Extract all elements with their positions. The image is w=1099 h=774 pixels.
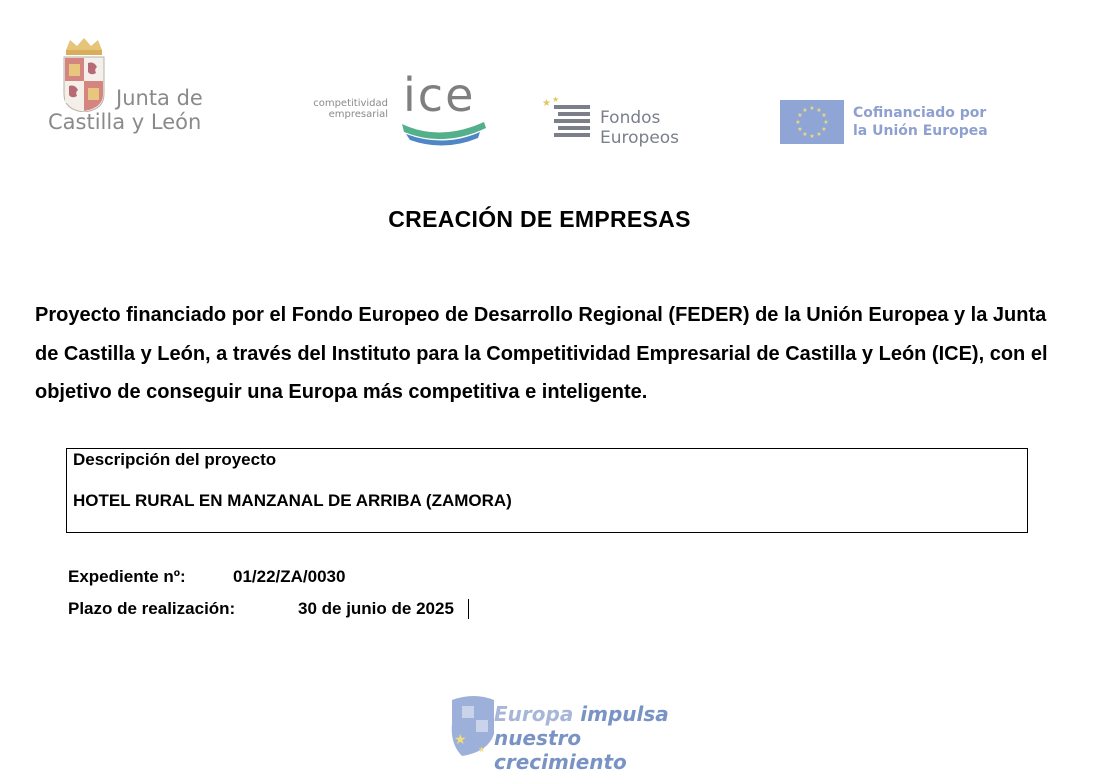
europa-impulsa-logo <box>448 694 708 774</box>
ice-wordmark: ice <box>403 68 476 122</box>
expediente-value: 01/22/ZA/0030 <box>233 567 346 586</box>
fondos-europeos-logo <box>540 96 740 148</box>
svg-text:★: ★ <box>454 732 467 748</box>
description-label: Descripción del proyecto <box>73 450 277 469</box>
eu-cofinanced-logo <box>780 100 990 146</box>
europa-shield-icon <box>448 694 498 756</box>
svg-text:★: ★ <box>809 105 815 112</box>
ice-logo <box>288 68 498 146</box>
junta-castilla-leon-logo <box>46 36 236 146</box>
svg-text:★: ★ <box>542 98 551 109</box>
jcyl-line1: Junta de <box>116 86 203 110</box>
document-title: CREACIÓN DE EMPRESAS <box>388 206 691 232</box>
ice-small-line1: competitividad <box>313 98 388 109</box>
eu-text-line2: la Unión Europea <box>853 123 988 139</box>
intro-paragraph: Proyecto financiado por el Fondo Europeo de Desarrollo Regional (FEDER) de la Unión Europea y la Junta de Castilla y León, a través del Instituto para la Competitividad Empresarial de Castilla y León (ICE), con el objetivo de conseguir una Europa más competitiva e inteligente. <box>35 304 1048 403</box>
project-description-box <box>66 448 1028 533</box>
svg-text:★: ★ <box>795 119 801 126</box>
plazo-value[interactable]: 30 de junio de 2025 <box>298 599 454 618</box>
svg-text:★: ★ <box>478 745 486 754</box>
fondos-stripes-icon <box>540 96 596 138</box>
eu-flag-icon <box>780 100 844 144</box>
ice-small-line2: empresarial <box>328 109 388 120</box>
ice-wave-icon <box>400 118 490 148</box>
text-cursor <box>468 599 469 619</box>
svg-text:★: ★ <box>802 107 808 114</box>
svg-text:★: ★ <box>797 126 803 133</box>
fondos-text: Fondos Europeos <box>600 108 680 148</box>
svg-text:★: ★ <box>823 119 829 126</box>
description-value: HOTEL RURAL EN MANZANAL DE ARRIBA (ZAMORA) <box>73 491 512 510</box>
svg-text:★: ★ <box>809 133 815 140</box>
svg-text:★: ★ <box>797 112 803 119</box>
europa-word2: impulsa <box>580 702 669 726</box>
expediente-label: Expediente nº: <box>68 567 186 586</box>
svg-text:★: ★ <box>802 131 808 138</box>
svg-text:★: ★ <box>816 131 822 138</box>
europa-line2: nuestro crecimiento <box>494 726 627 774</box>
europa-word1: Europa <box>494 702 574 726</box>
eu-text-line1: Cofinanciado por <box>853 105 987 121</box>
svg-text:★: ★ <box>816 107 822 114</box>
svg-text:★: ★ <box>821 112 827 119</box>
svg-text:★: ★ <box>552 96 560 104</box>
svg-text:★: ★ <box>821 126 827 133</box>
plazo-label: Plazo de realización: <box>68 599 236 618</box>
jcyl-line2: Castilla y León <box>48 110 202 134</box>
